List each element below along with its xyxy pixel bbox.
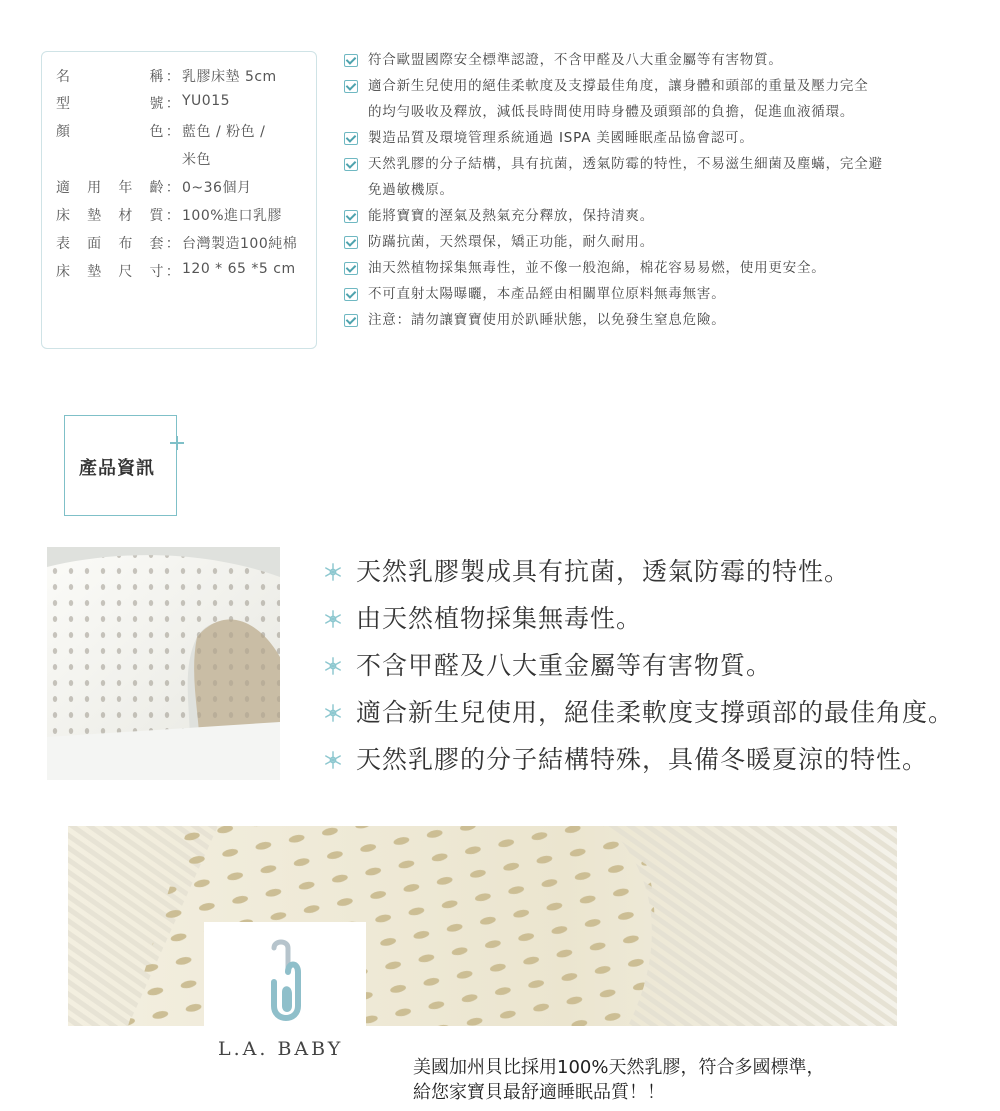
spec-label — [56, 261, 164, 281]
spec-row — [56, 66, 277, 90]
feature-list — [344, 47, 984, 333]
spec-value: 藍色 / 粉色 / — [182, 124, 266, 140]
checkbox-check-icon — [344, 288, 358, 301]
spec-label — [56, 233, 164, 253]
spec-value: 乳膠床墊 5cm — [182, 69, 277, 85]
spec-label-char: 型 — [56, 96, 71, 112]
spec-label — [56, 66, 164, 86]
feature-text: 免過敏機原。 — [368, 182, 454, 198]
snowflake-icon — [324, 704, 342, 722]
section-title: 產品資訊 — [79, 458, 155, 479]
checkbox-check-icon — [344, 210, 358, 223]
spec-label-char: 齡 — [149, 180, 164, 196]
spec-colon: ： — [165, 264, 181, 280]
spec-value: 100%進口乳膠 — [182, 208, 283, 224]
feature-item — [344, 125, 984, 151]
spec-label-char: 寸 — [149, 264, 164, 280]
spec-row — [56, 149, 211, 173]
checkbox-check-icon — [344, 54, 358, 67]
snowflake-icon — [324, 657, 342, 675]
highlight-text: 不含甲醛及八大重金屬等有害物質。 — [356, 651, 773, 680]
spec-label — [56, 93, 164, 113]
spec-label-char: 墊 — [87, 264, 102, 280]
spec-row — [56, 93, 230, 117]
spec-colon: ： — [165, 180, 181, 196]
spec-label-char: 尺 — [118, 264, 133, 280]
spec-label-char: 用 — [87, 180, 102, 196]
spec-label-char: 年 — [118, 180, 133, 196]
spec-label-char: 號 — [149, 96, 164, 112]
spec-row — [56, 233, 297, 257]
spec-value: YU015 — [182, 93, 231, 109]
checkbox-check-icon — [344, 314, 358, 327]
latex-curl-illustration — [47, 547, 280, 780]
spec-label — [56, 205, 164, 225]
spec-label — [56, 121, 164, 141]
spec-row — [56, 205, 282, 229]
brand-logo-box — [204, 922, 366, 1035]
section-heading-box — [64, 415, 177, 516]
feature-text: 防蹣抗菌，天然環保，矯正功能，耐久耐用。 — [368, 234, 654, 250]
spec-label-char: 顏 — [56, 124, 71, 140]
spec-colon: ： — [165, 96, 181, 112]
spec-row — [56, 121, 265, 145]
checkbox-check-icon — [344, 262, 358, 275]
feature-text: 油天然植物採集無毒性，並不像一般泡綿，棉花容易易燃，使用更安全。 — [368, 260, 826, 276]
spec-colon: ： — [165, 69, 181, 85]
feature-text: 適合新生兒使用的絕佳柔軟度及支撐最佳角度，讓身體和頭部的重量及壓力完全 — [368, 78, 869, 94]
feature-item — [344, 203, 984, 229]
highlight-text: 適合新生兒使用，絕佳柔軟度支撐頭部的最佳角度。 — [356, 698, 955, 727]
spec-colon: ： — [165, 236, 181, 252]
feature-text: 能將寶寶的溼氣及熱氣充分釋放，保持清爽。 — [368, 208, 654, 224]
spec-label-char: 墊 — [87, 208, 102, 224]
feature-item — [344, 255, 984, 281]
feature-text: 天然乳膠的分子結構，具有抗菌，透氣防霉的特性，不易滋生細菌及塵蟎，完全避 — [368, 156, 883, 172]
closing-line: 給您家寶貝最舒適睡眠品質！！ — [413, 1082, 665, 1103]
feature-item — [344, 281, 984, 307]
spec-label-char: 色 — [149, 124, 164, 140]
spec-value: 台灣製造100純棉 — [182, 236, 298, 252]
feature-item — [344, 99, 984, 125]
feature-text: 製造品質及環境管理系統通過 ISPA 美國睡眠產品協會認可。 — [368, 130, 754, 146]
latex-closeup-photo — [68, 826, 897, 1026]
brand-logo-icon — [204, 922, 366, 1035]
checkbox-check-icon — [344, 80, 358, 93]
feature-text: 不可直射太陽曝曬，本產品經由相關單位原料無毒無害。 — [368, 286, 726, 302]
spec-label-char: 稱 — [149, 69, 164, 85]
spec-label — [56, 177, 164, 197]
spec-label-char: 布 — [118, 236, 133, 252]
plus-icon — [170, 436, 184, 450]
feature-item — [344, 177, 984, 203]
snowflake-icon — [324, 610, 342, 628]
checkbox-check-icon — [344, 132, 358, 145]
highlight-text: 天然乳膠製成具有抗菌，透氣防霉的特性。 — [356, 557, 851, 586]
spec-colon: ： — [165, 124, 181, 140]
spec-label-char: 表 — [56, 236, 71, 252]
highlight-item — [322, 642, 954, 689]
spec-label-char: 適 — [56, 180, 71, 196]
latex-mattress-photo — [47, 547, 280, 780]
spec-label-char: 面 — [87, 236, 102, 252]
highlight-text: 天然乳膠的分子結構特殊，具備冬暖夏涼的特性。 — [356, 745, 929, 774]
spec-label-char: 名 — [56, 69, 71, 85]
spec-label-char: 床 — [56, 208, 71, 224]
latex-closeup-illustration — [68, 826, 897, 1026]
snowflake-icon — [324, 563, 342, 581]
spec-label-char: 床 — [56, 264, 71, 280]
feature-text: 注意：請勿讓寶寶使用於趴睡狀態，以免發生窒息危險。 — [368, 312, 726, 328]
spec-label-char: 套 — [149, 236, 164, 252]
highlight-list — [322, 548, 954, 783]
highlight-item — [322, 548, 954, 595]
brand-name: L.A. BABY — [218, 1038, 344, 1060]
checkbox-check-icon — [344, 158, 358, 171]
spec-label-char: 材 — [118, 208, 133, 224]
feature-item — [344, 47, 984, 73]
spec-row — [56, 177, 251, 201]
snowflake-icon — [324, 751, 342, 769]
feature-text: 符合歐盟國際安全標準認證，不含甲醛及八大重金屬等有害物質。 — [368, 52, 783, 68]
highlight-item — [322, 736, 954, 783]
spec-card — [41, 51, 317, 349]
spec-row — [56, 261, 296, 285]
spec-value: 米色 — [182, 152, 211, 168]
feature-item — [344, 229, 984, 255]
spec-value: 120 * 65 *5 cm — [182, 261, 296, 277]
feature-text: 的均勻吸收及釋放，減低長時間使用時身體及頭頸部的負擔，促進血液循環。 — [368, 104, 855, 120]
highlight-item — [322, 595, 954, 642]
closing-text — [413, 1055, 824, 1105]
feature-item — [344, 307, 984, 333]
feature-item — [344, 151, 984, 177]
feature-item — [344, 73, 984, 99]
spec-colon: ： — [165, 208, 181, 224]
highlight-item — [322, 689, 954, 736]
spec-value: 0~36個月 — [182, 180, 252, 196]
closing-line: 美國加州貝比採用100%天然乳膠，符合多國標準， — [413, 1057, 825, 1078]
highlight-text: 由天然植物採集無毒性。 — [356, 604, 643, 633]
checkbox-check-icon — [344, 236, 358, 249]
spec-label-char: 質 — [149, 208, 164, 224]
